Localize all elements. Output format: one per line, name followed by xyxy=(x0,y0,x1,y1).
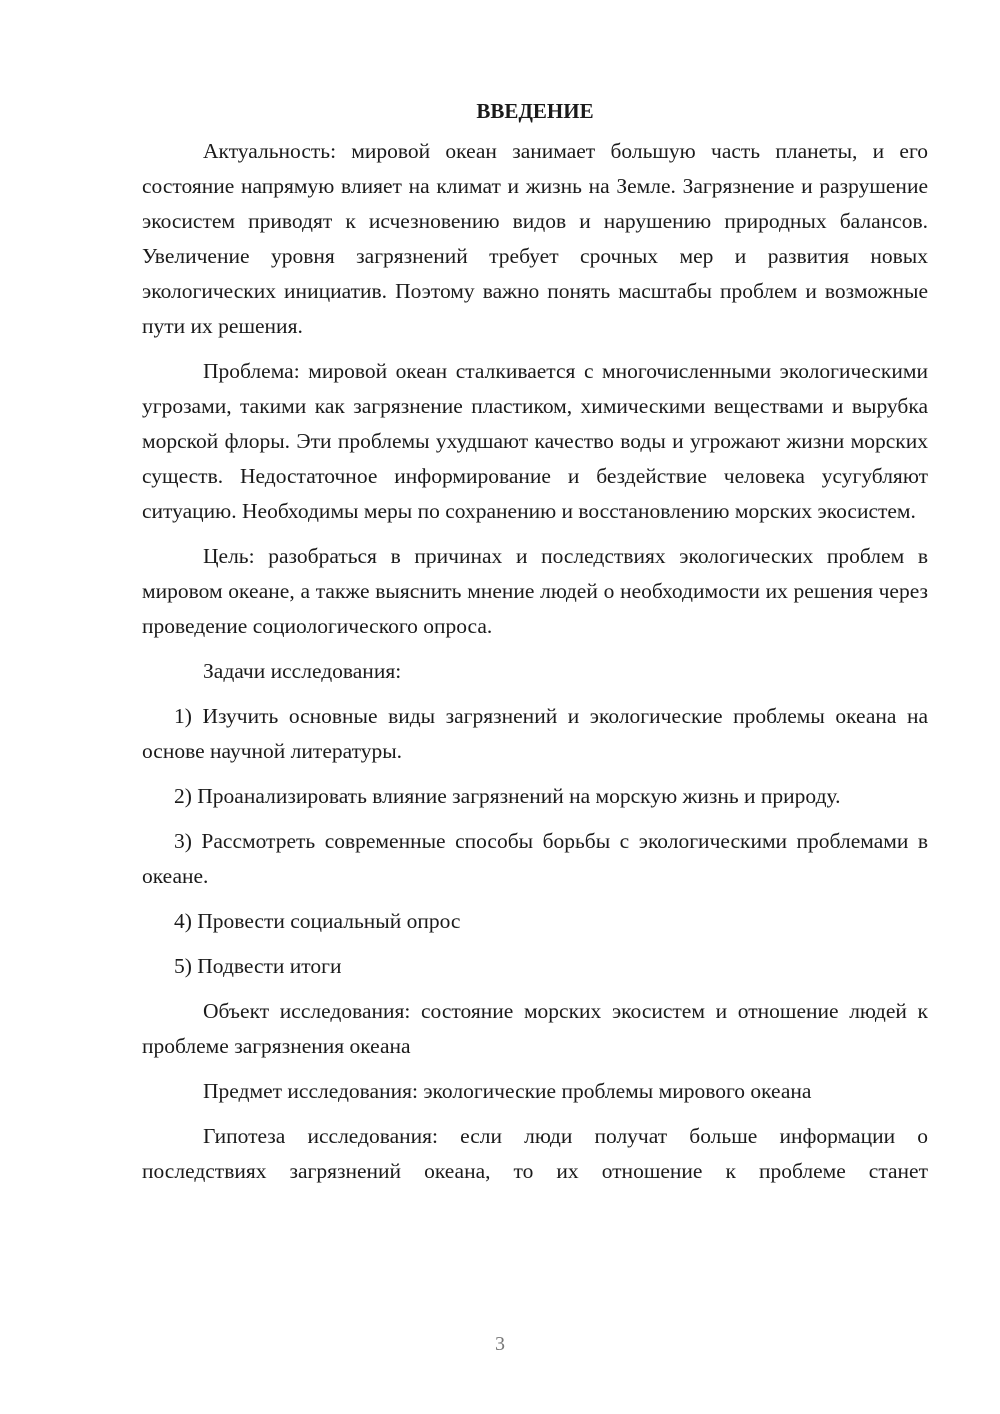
task-item-4: 4) Провести социальный опрос xyxy=(174,909,461,933)
object-paragraph: Объект исследования: состояние морских экосистем и отношение людей к проблеме загрязнения океана xyxy=(142,999,928,1058)
problem-paragraph: Проблема: мировой океан сталкивается с многочисленными экологическими угрозами, такими как загрязнение пластиком, химическими веществами и вырубка морской флоры. Эти проблемы ухудшают качество воды и угрожают жизни морских существ. Недостаточное информирование и бездействие человека усугубляют ситуацию. Необходимы меры по сохранению и восстановлению морских экосистем. xyxy=(142,359,928,523)
goal-paragraph: Цель: разобраться в причинах и последствиях экологических проблем в мировом океане, а также выяснить мнение людей о необходимости их решения через проведение социологического опроса. xyxy=(142,544,928,638)
task-item-1: 1) Изучить основные виды загрязнений и экологические проблемы океана на основе научной литературы. xyxy=(142,704,928,763)
tasks-title: Задачи исследования: xyxy=(203,659,402,683)
task-item-5: 5) Подвести итоги xyxy=(174,954,342,978)
subject-paragraph: Предмет исследования: экологические проблемы мирового океана xyxy=(203,1079,812,1103)
document-body xyxy=(142,94,928,1199)
section-heading: ВВЕДЕНИЕ xyxy=(476,99,594,123)
relevance-paragraph: Актуальность: мировой океан занимает большую часть планеты, и его состояние напрямую влияет на климат и жизнь на Земле. Загрязнение и разрушение экосистем приводят к исчезновению видов и нарушению природных балансов. Увеличение уровня загрязнений требует срочных мер и развития новых экологических инициатив. Поэтому важно понять масштабы проблем и возможные пути их решения. xyxy=(142,139,928,338)
page-number: 3 xyxy=(495,1333,505,1355)
task-item-3: 3) Рассмотреть современные способы борьбы с экологическими проблемами в океане. xyxy=(142,829,928,888)
hypothesis-paragraph: Гипотеза исследования: если люди получат больше информации о последствиях загрязнений океана, то их отношение к проблеме станет xyxy=(142,1124,928,1183)
task-item-2: 2) Проанализировать влияние загрязнений на морскую жизнь и природу. xyxy=(174,784,841,808)
